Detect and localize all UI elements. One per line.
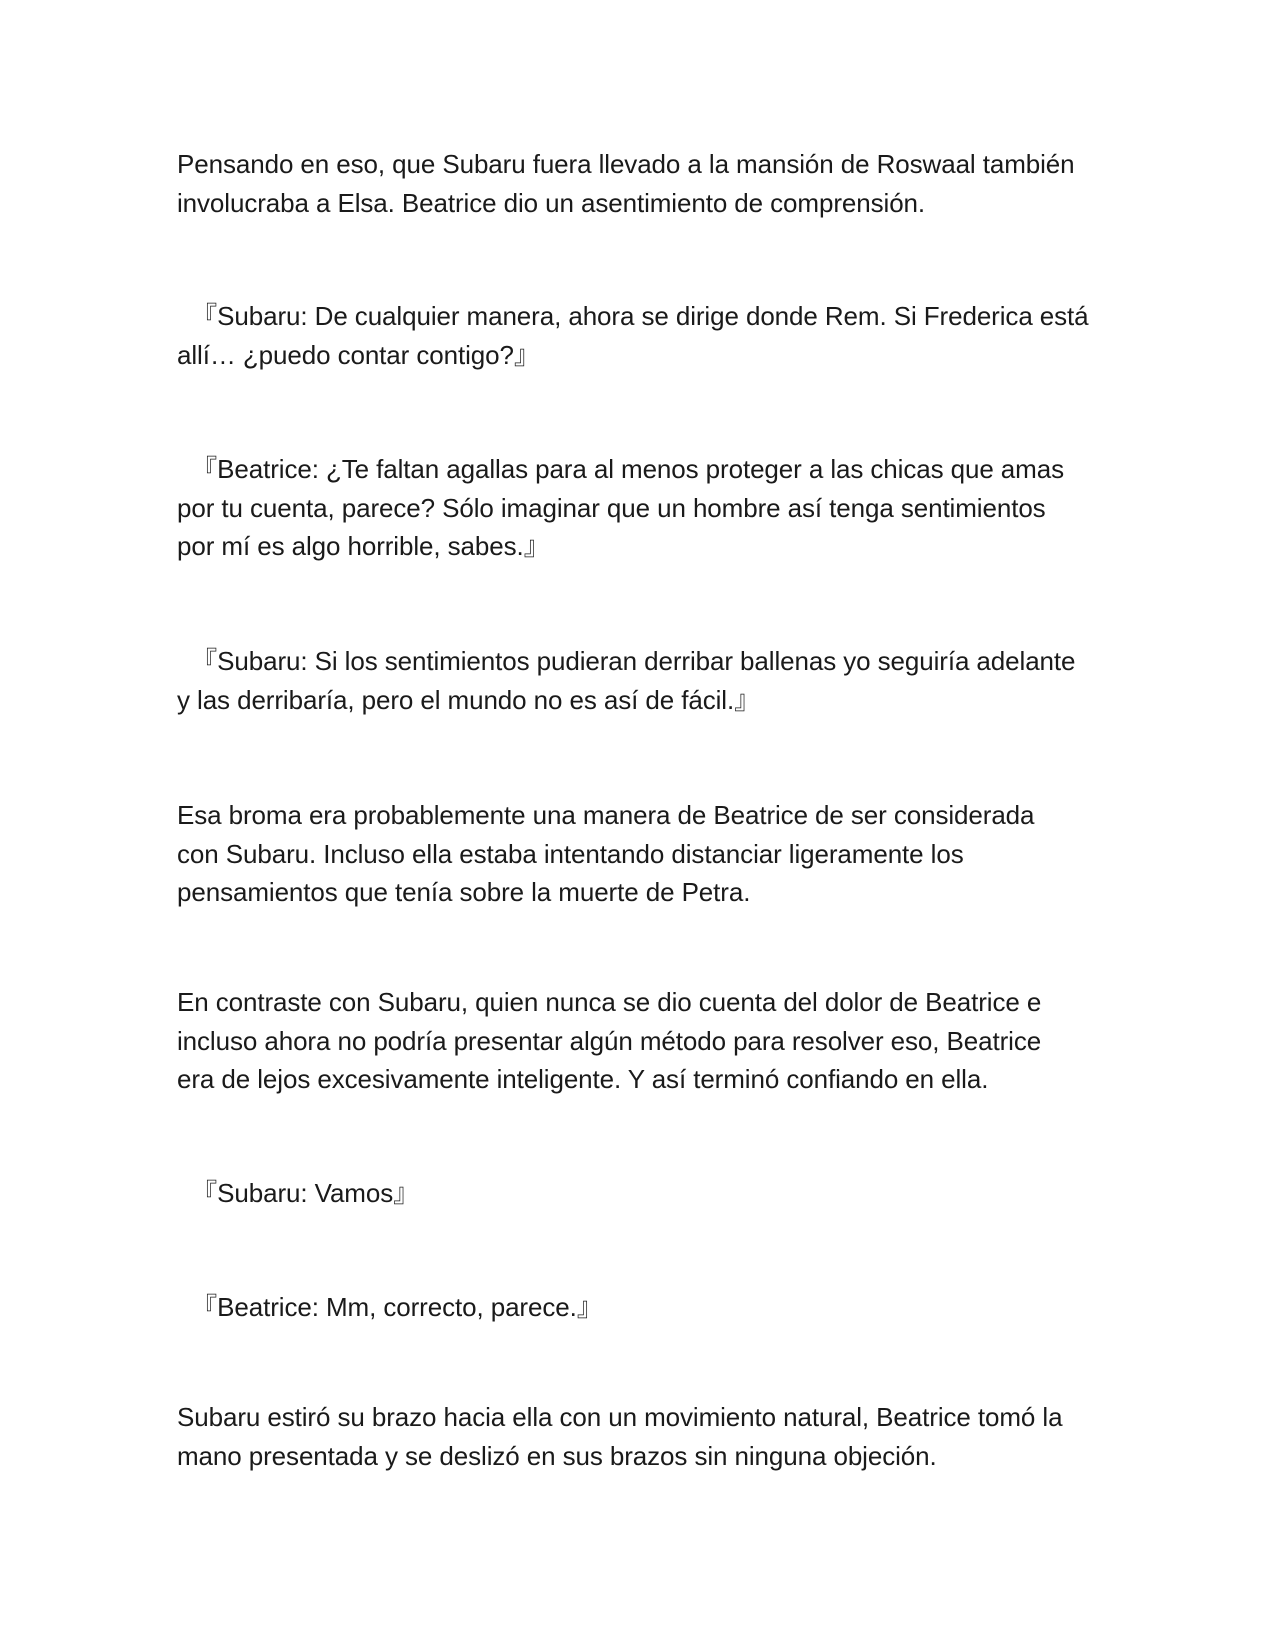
paragraph-narration-1: Pensando en eso, que Subaru fuera llevado a la mansión de Roswaal también involucraba a Elsa. Beatrice dio un asentimiento de comprensión.: [177, 149, 1075, 218]
paragraph-narration-4: Subaru estiró su brazo hacia ella con un movimiento natural, Beatrice tomó la mano presentada y se deslizó en sus brazos sin ninguna objeción.: [177, 1402, 1063, 1471]
paragraph-dialogue-subaru-3: 『Subaru: Vamos』: [177, 1178, 420, 1208]
paragraph-dialogue-beatrice-2: 『Beatrice: Mm, correcto, parece.』: [177, 1292, 603, 1322]
paragraph-dialogue-beatrice-1: 『Beatrice: ¿Te faltan agallas para al menos proteger a las chicas que amas por tu cuenta, parece? Sólo imaginar que un hombre así tenga sentimientos por mí es algo horrible, sabes.』: [177, 454, 1064, 561]
paragraph-dialogue-subaru-2: 『Subaru: Si los sentimientos pudieran derribar ballenas yo seguiría adelante y las derribaría, pero el mundo no es así de fácil.』: [177, 646, 1076, 715]
paragraph-narration-3: En contraste con Subaru, quien nunca se dio cuenta del dolor de Beatrice e incluso ahora no podría presentar algún método para resolver eso, Beatrice era de lejos excesivamente inteligente. Y así terminó confiando en ella.: [177, 987, 1042, 1094]
paragraph-narration-2: Esa broma era probablemente una manera de Beatrice de ser considerada con Subaru. Incluso ella estaba intentando distanciar ligeramente los pensamientos que tenía sobre la muerte de Petra.: [177, 800, 1035, 907]
paragraph-dialogue-subaru-1: 『Subaru: De cualquier manera, ahora se dirige donde Rem. Si Frederica está allí… ¿puedo contar contigo?』: [177, 301, 1089, 370]
